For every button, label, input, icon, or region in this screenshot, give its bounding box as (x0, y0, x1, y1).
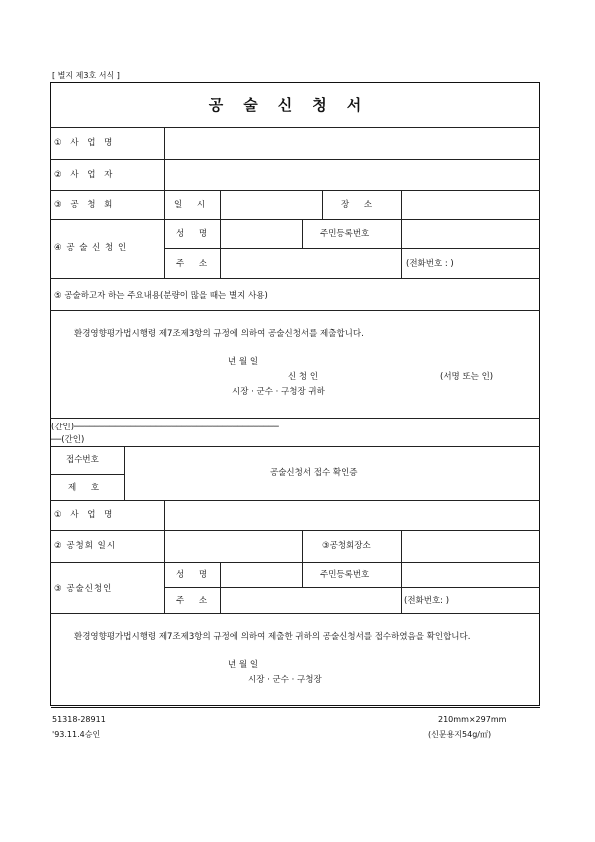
address-label: 주 소 (176, 259, 214, 269)
declaration-addressee: 시장 · 군수 · 구청장 귀하 (232, 387, 325, 397)
form-title: 공술신청서 (208, 96, 382, 114)
number-label: 제 호 (68, 483, 106, 493)
receipt-name-label: 성 명 (176, 570, 214, 580)
receipt-text: 환경영향평가법시행령 제7조제3항의 규정에 의하여 제출한 귀하의 공술신청서를 접수하였음을 확인합니다. (74, 632, 471, 642)
receipt-number-label: 접수번호 (66, 455, 99, 465)
rule (322, 190, 323, 219)
rule (50, 562, 540, 563)
name-label: 성 명 (176, 229, 214, 239)
receipt-applicant-label: ③ 공술신청인 (54, 584, 113, 594)
rule (50, 418, 540, 419)
receipt-phone-label: (전화번호: ) (404, 596, 450, 606)
receipt-issuer: 시장 · 군수 · 구청장 (248, 675, 322, 685)
phone-label: (전화번호 : ) (406, 259, 454, 269)
rule (50, 190, 540, 191)
rule (50, 127, 540, 128)
rule (50, 159, 540, 160)
operator-label: ② 사 업 자 (54, 170, 116, 180)
rule (50, 613, 540, 614)
rule (401, 190, 402, 278)
approval-date: '93.11.4승인 (52, 730, 101, 739)
rule (220, 562, 221, 613)
receipt-heading: 공술신청서 접수 확인증 (270, 468, 358, 478)
applicant-label: ④ 공 술 신 청 인 (54, 243, 128, 253)
paper-size: 210mm×297mm (438, 715, 507, 724)
declaration-applicant: 신 청 인 (288, 372, 319, 382)
form-label: [ 별지 제3호 서식 ] (52, 71, 120, 80)
rule (50, 310, 540, 311)
seal-separator-2: ──(간인) (51, 435, 85, 445)
rule (50, 500, 540, 501)
rule (302, 530, 303, 587)
rule (50, 219, 540, 220)
paper-type: (신문용지54g/㎡) (428, 730, 492, 739)
receipt-address-label: 주 소 (176, 596, 214, 606)
rule (164, 500, 165, 613)
hearing-label: ③ 공 청 회 (54, 200, 116, 210)
form-code: 51318-28911 (52, 715, 106, 724)
rule (302, 219, 303, 248)
receipt-hearing-date-label: ② 공청회 일시 (54, 541, 117, 551)
rule (50, 278, 540, 279)
rule (50, 530, 540, 531)
seal-separator-1: (간인)──────────────────────────────────────── (51, 423, 279, 432)
sign-note: (서명 또는 인) (440, 372, 494, 382)
rule (50, 474, 124, 475)
rule (220, 190, 221, 278)
resident-number-label: 주민등록번호 (320, 229, 370, 239)
content-label: ⑤ 공술하고자 하는 주요내용(분량이 많을 때는 별지 사용) (54, 291, 268, 301)
date-time-label: 일 시 (174, 200, 212, 210)
declaration-date: 년 월 일 (228, 357, 259, 367)
rule (164, 127, 165, 278)
receipt-resident-number-label: 주민등록번호 (320, 570, 370, 580)
receipt-date: 년 월 일 (228, 660, 259, 670)
receipt-hearing-place-label: ③공청회장소 (322, 541, 371, 551)
place-label: 장 소 (341, 200, 379, 210)
form-bottom-rule (51, 707, 540, 708)
rule (401, 530, 402, 613)
rule (124, 446, 125, 500)
business-name-label: ① 사 업 명 (54, 138, 116, 148)
declaration-text: 환경영향평가법시행령 제7조제3항의 규정에 의하여 공술신청서를 제출합니다. (74, 329, 364, 339)
receipt-business-name-label: ① 사 업 명 (54, 510, 116, 520)
